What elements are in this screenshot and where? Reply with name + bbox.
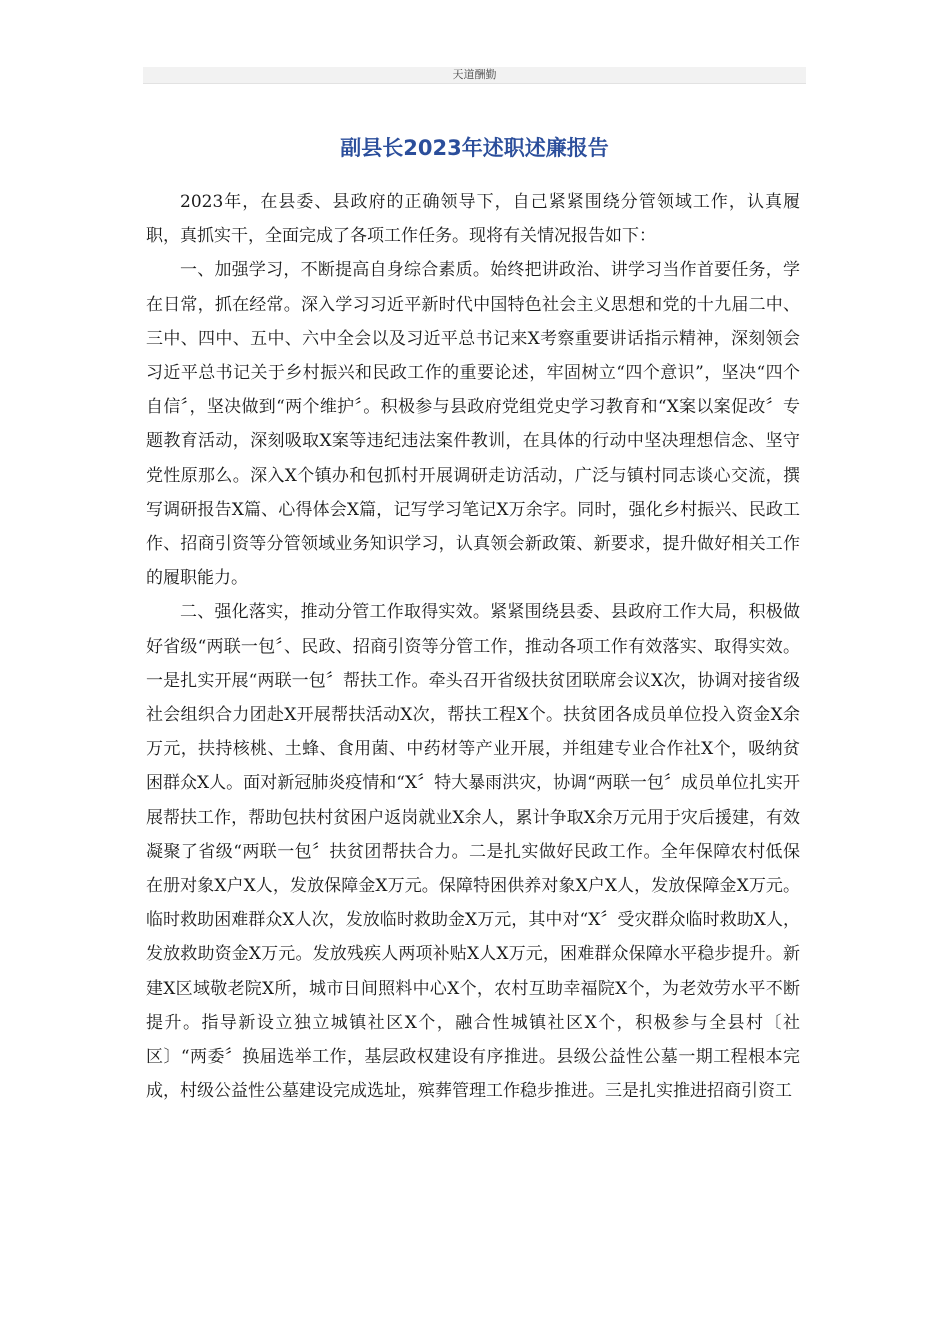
document-body [146,185,800,1108]
paragraph-intro: 2023年，在县委、县政府的正确领导下，自己紧紧围绕分管领域工作，认真履职，真抓实干，全面完成了各项工作任务。现将有关情况报告如下： [146,192,800,247]
page-header [143,67,806,84]
paragraph-section-2: 二、强化落实，推动分管工作取得实效。紧紧围绕县委、县政府工作大局，积极做好省级“两联一包〞、民政、招商引资等分管工作，推动各项工作有效落实、取得实效。一是扎实开展“两联一包〞帮扶工作。牵头召开省级扶贫团联席会议X次，协调对接省级社会组织合力团赴X开展帮扶活动X次，帮扶工程X个。扶贫团各成员单位投入资金X余万元，扶持核桃、土蜂、食用菌、中药材等产业开展，并组建专业合作社X个，吸纳贫困群众X人。面对新冠肺炎疫情和“X〞特大暴雨洪灾，协调“两联一包〞成员单位扎实开展帮扶工作，帮助包扶村贫困户返岗就业X余人，累计争取X余万元用于灾后援建，有效凝聚了省级“两联一包〞扶贫团帮扶合力。二是扎实做好民政工作。全年保障农村低保在册对象X户X人，发放保障金X万元。保障特困供养对象X户X人，发放保障金X万元。临时救助困难群众X人次，发放临时救助金X万元，其中对“X〞受灾群众临时救助X人，发放救助资金X万元。发放残疾人两项补贴X人X万元，困难群众保障水平稳步提升。新建X区域敬老院X所，城市日间照料中心X个，农村互助幸福院X个，为老效劳水平不断提升。指导新设立独立城镇社区X个，融合性城镇社区X个，积极参与全县村〔社区〕“两委〞换届选举工作，基层政权建设有序推进。县级公益性公墓一期工程根本完成，村级公益性公墓建设完成选址，殡葬管理工作稳步推进。三是扎实推进招商引资工 [146,602,800,1102]
paragraph-section-1: 一、加强学习，不断提高自身综合素质。始终把讲政治、讲学习当作首要任务，学在日常，抓在经常。深入学习习近平新时代中国特色社会主义思想和党的十九届二中、三中、四中、五中、六中全会以及习近平总书记来X考察重要讲话指示精神，深刻领会习近平总书记关于乡村振兴和民政工作的重要论述，牢固树立“四个意识”，坚决“四个自信〞，坚决做到“两个维护〞。积极参与县政府党组党史学习教育和“X案以案促改〞专题教育活动，深刻吸取X案等违纪违法案件教训，在具体的行动中坚决理想信念、坚守党性原那么。深入X个镇办和包抓村开展调研走访活动，广泛与镇村同志谈心交流，撰写调研报告X篇、心得体会X篇，记写学习笔记X万余字。同时，强化乡村振兴、民政工作、招商引资等分管领域业务知识学习，认真领会新政策、新要求，提升做好相关工作的履职能力。 [146,260,800,589]
header-motto: 天道酬勤 [452,68,497,81]
document-title: 副县长2023年述职述廉报告 [340,136,609,160]
